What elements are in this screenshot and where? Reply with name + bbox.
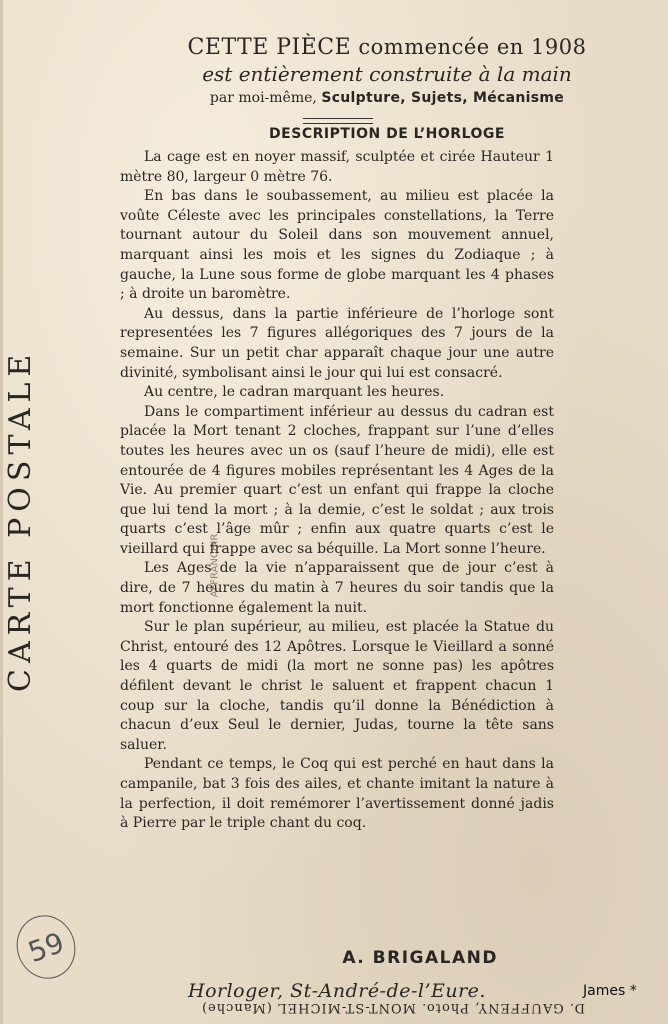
watermark-text: James *: [583, 983, 637, 999]
description-body: [120, 148, 554, 834]
stamp-area-text: AFFRANCHIR: [209, 533, 221, 598]
paragraph: Sur le plan supérieur, au milieu, est placée la Statue du Christ, entouré des 12 Apôtres. Lorsque le Vieillard a sonné les 4 quarts de midi (la mort ne sonne pas) les apôtres défilent devant le christ le saluent et frappent chacun 1 coup sur la cloche, tandis qu’il donne la Bénédiction à chacun d’eux Seul le dernier, Judas, tourne la tête sans saluer.: [120, 619, 554, 753]
carte-postale-title: CARTE POSTALE: [3, 348, 38, 692]
handwritten-circled-number: 59: [8, 907, 84, 987]
paragraph: Au centre, le cadran marquant les heures.: [144, 384, 445, 401]
header-line-1-rest: commencée en 1908: [358, 35, 587, 59]
publisher-line: D. GAUFFENY, Photo. MONT-ST-MICHEL (Manche): [201, 1000, 585, 1015]
header-line-2: est entièrement construite à la main: [202, 62, 572, 86]
maker-script-line: Horloger, St-André-de-l’Eure.: [188, 980, 486, 1002]
paragraph: En bas dans le soubassement, au milieu est placée la voûte Céleste avec les principales constellations, la Terre tournant autour du Soleil dans son mouvement annuel, marquant ainsi les mois et les signes du Zodiaque ; à gauche, la Lune sous forme de globe marquant les 4 phases ; à droite un baromètre.: [120, 188, 554, 303]
header-line-1: [103, 34, 668, 61]
description-title: DESCRIPTION DE L’HORLOGE: [269, 126, 505, 142]
paragraph: Les Ages de la vie n’apparaissent que de jour c’est à dire, de 7 heures du matin à 7 heures du soir tandis que la mort fonctionne également la nuit.: [120, 560, 554, 616]
paragraph: Pendant ce temps, le Coq qui est perché en haut dans la campanile, bat 3 fois des ailes, et chante imitant la nature à la perfection, il doit remémorer l’avertissement donné jadis à Pierre par le triple chant du coq.: [120, 756, 554, 832]
paragraph: Au dessus, dans la partie inférieure de l’horloge sont representées les 7 figures allégoriques des 7 jours de la semaine. Sur un petit char apparaît chaque jour une autre divinité, symbolisant ainsi le jour qui lui est consacré.: [120, 305, 554, 381]
double-rule-divider: [303, 118, 373, 124]
header-line-3-prefix: par moi-même,: [209, 90, 317, 106]
header-line-1-caps: CETTE PIÈCE: [187, 35, 352, 60]
paragraph: La cage est en noyer massif, sculptée et cirée Hauteur 1 mètre 80, largeur 0 mètre 76.: [120, 149, 554, 185]
header-line-3-bold: Sculpture, Sujets, Mécanisme: [321, 90, 565, 106]
paragraph: Dans le compartiment inférieur au dessus du cadran est placée la Mort tenant 2 cloches, frappant sur l’une d’elles toutes les heures avec un os (sauf l’heure de midi), elle est entourée de 4 figures mobiles représentant les 4 Ages de la Vie. Au premier quart c’est un enfant qui frappe la cloche que lui tend la mort ; à la demie, c’est le soldat ; aux trois quarts c’est l’âge mûr ; enfin aux quatre quarts c’est le vieillard qui frappe avec sa béquille. La Mort sonne l’heure.: [120, 403, 554, 557]
header: [103, 34, 668, 109]
header-line-3: [103, 87, 668, 109]
signature-name: A. BRIGALAND: [342, 948, 498, 968]
